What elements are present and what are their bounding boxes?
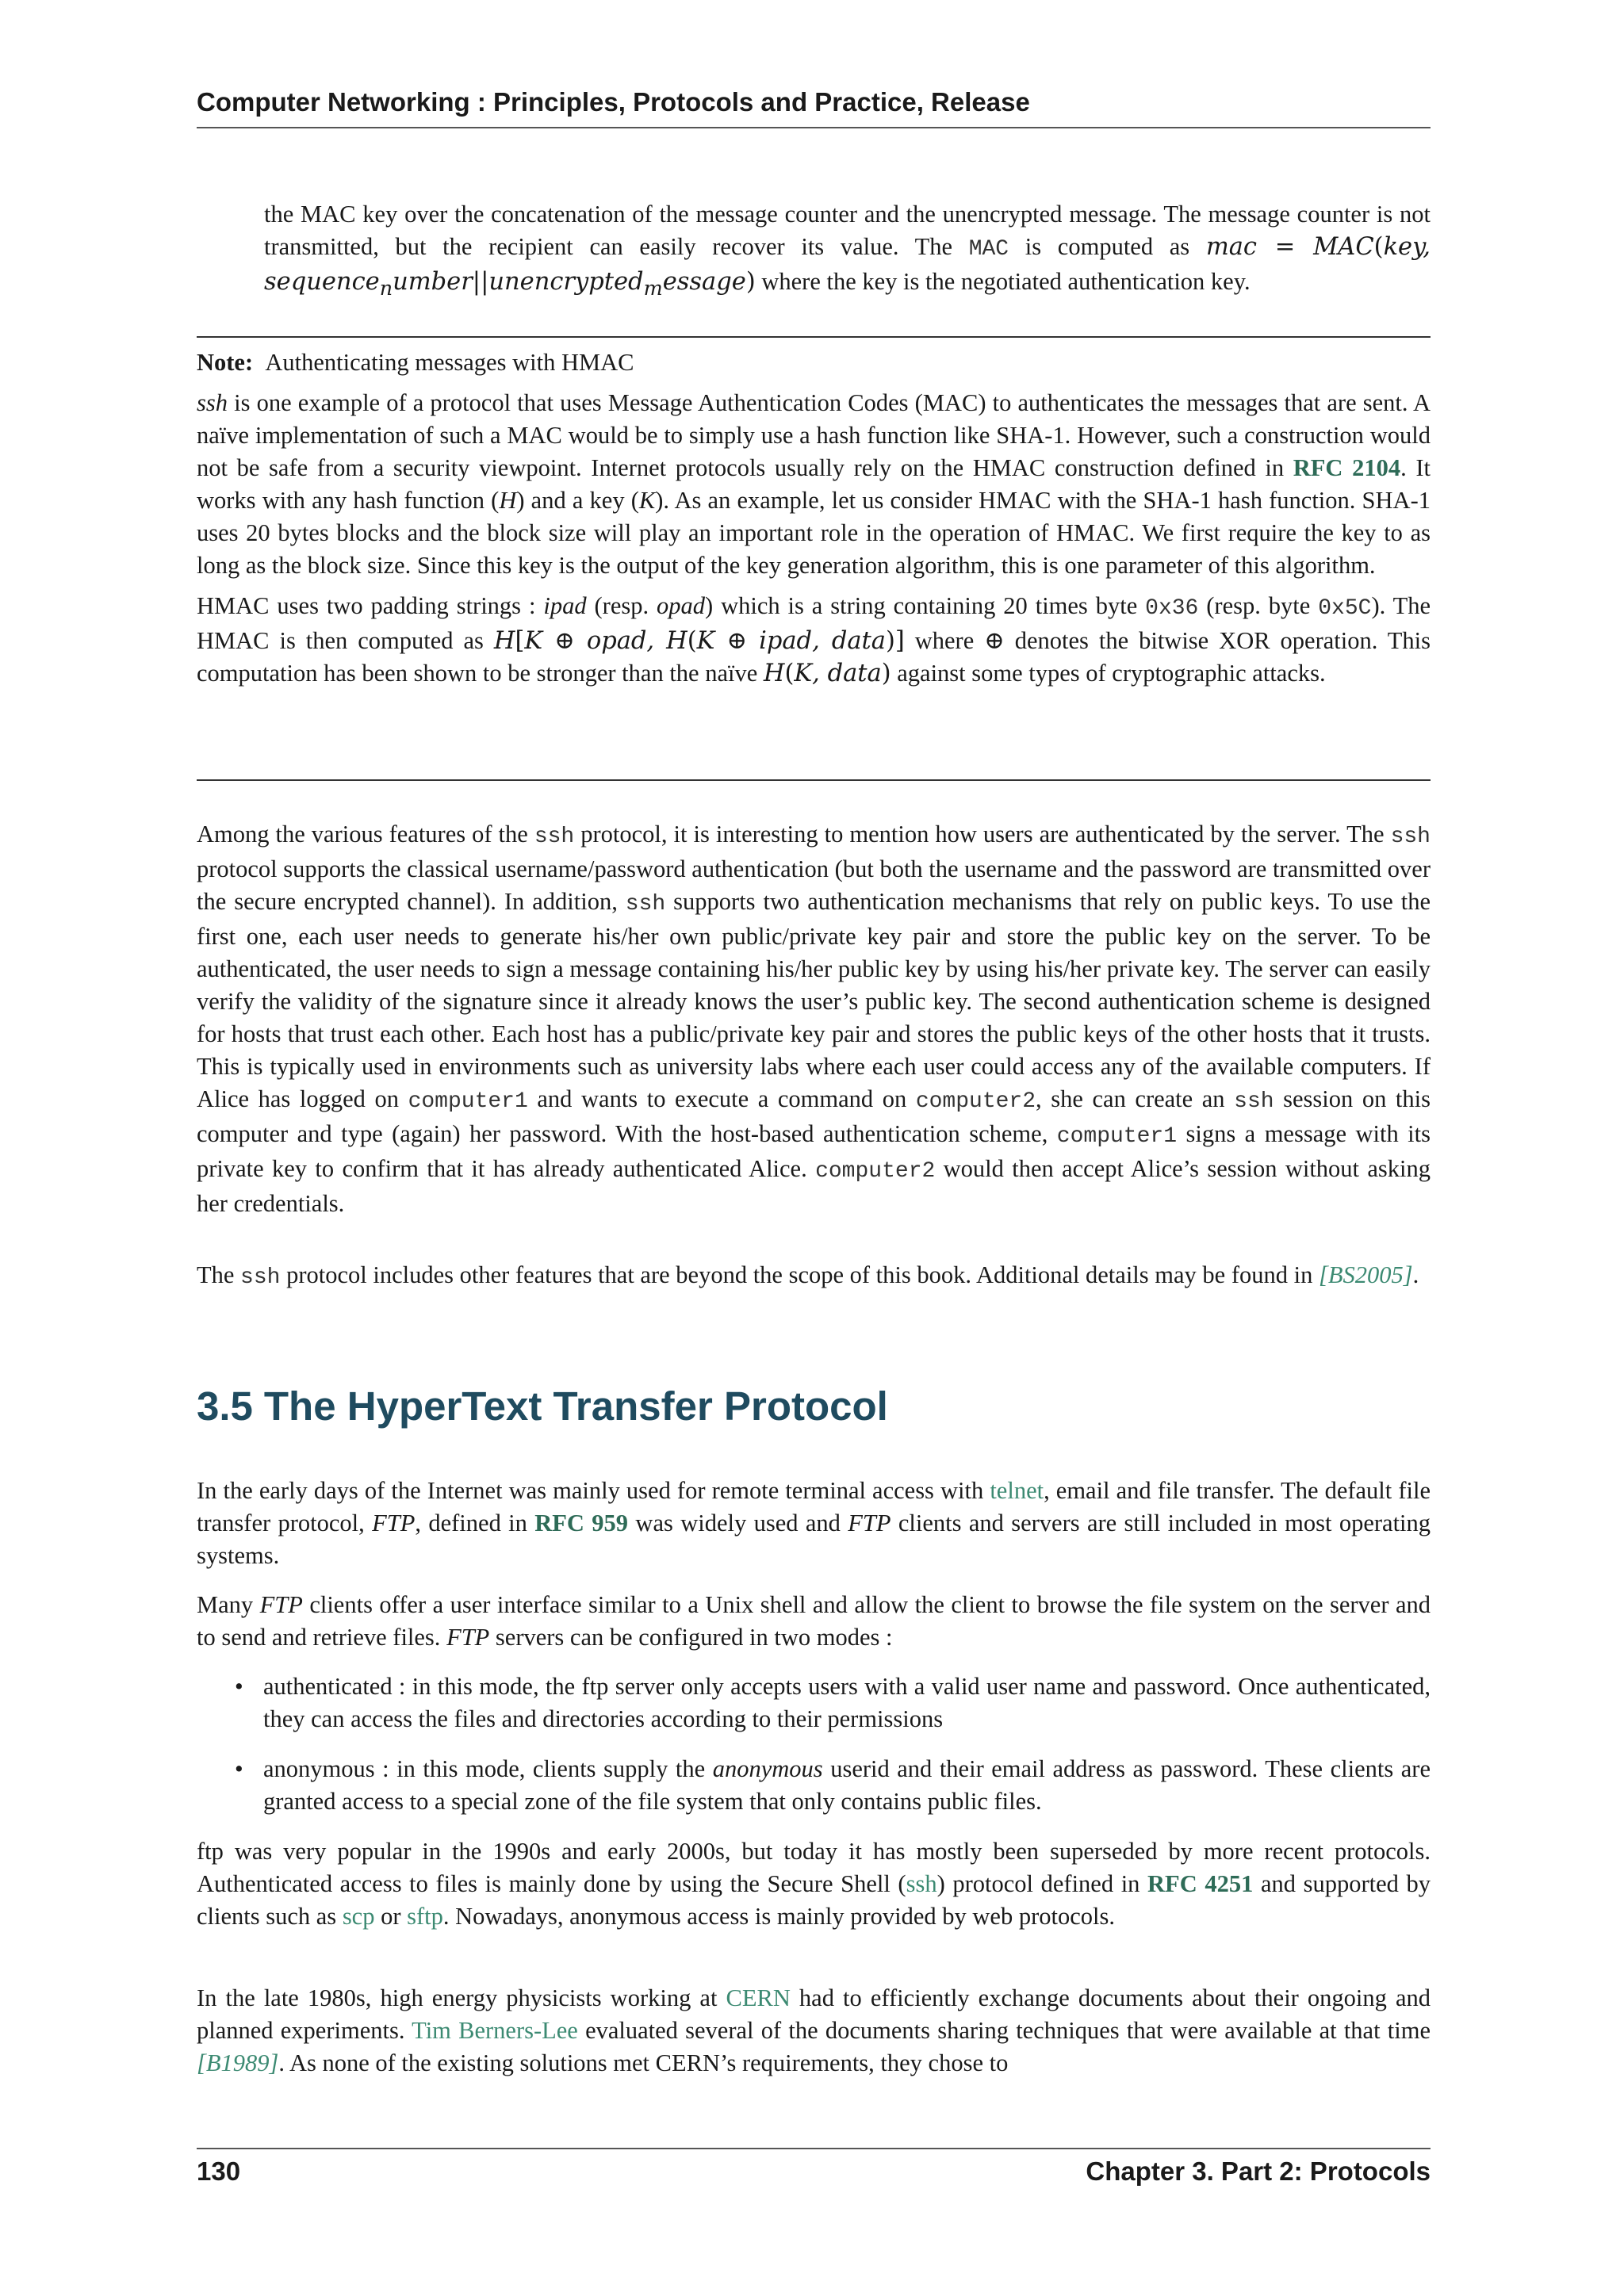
text: protocol, it is interesting to mention how users are authenticated by the server. The [574, 821, 1391, 848]
mac-formula: mac = MAC(key, sequence$_n$umber||unencrypted$_m$essage) [264, 233, 1431, 300]
list-item [197, 1670, 1431, 1735]
http-paragraph-2 [197, 1589, 1431, 1654]
cern-link[interactable]: CERN [726, 1984, 791, 2011]
text: computer2 [915, 1089, 1036, 1114]
text: 0x5C [1318, 596, 1372, 621]
text: Among the various features of the [197, 821, 534, 848]
text: In the early days of the Internet was mainly used for remote terminal access with [197, 1477, 990, 1504]
scp-link[interactable]: scp [342, 1903, 375, 1930]
code-mac: MAC [968, 237, 1009, 262]
mac-paragraph [264, 198, 1431, 304]
text: , she can create an [1036, 1085, 1235, 1112]
naive-hash-formula: H(K, data) [763, 660, 891, 687]
text: , email and file transfer. The default file transfer protocol, [197, 1477, 1431, 1536]
rfc-4251-link[interactable]: RFC 4251 [1147, 1870, 1254, 1897]
note-label: Note: [197, 349, 254, 376]
footer-rule [197, 2148, 1431, 2149]
text: ssh [1390, 825, 1431, 849]
sftp-link[interactable]: sftp [407, 1903, 443, 1930]
text: computer2 [815, 1159, 936, 1184]
running-footer [197, 2156, 1431, 2187]
text: ssh [197, 389, 228, 416]
text: The [197, 1261, 241, 1288]
text: and supported by clients such as [197, 1870, 1431, 1930]
auth-paragraph [197, 818, 1431, 1220]
hmac-formula: H[K ⊕ opad, H(K ⊕ ipad, data)] [493, 627, 905, 655]
text: is computed as [1009, 233, 1206, 260]
text: signs a message with its private key to confirm that it has already authenticated Alice. [197, 1120, 1431, 1182]
cite-b1989-link[interactable]: [B1989] [197, 2049, 279, 2076]
text: FTP [848, 1510, 891, 1536]
text: FTP [372, 1510, 416, 1536]
section-title: The HyperText Transfer Protocol [263, 1383, 888, 1429]
ssh-link[interactable]: ssh [906, 1870, 937, 1897]
text: protocol supports the classical username/password authentication (but both the username and the password are transmitted over the secure encrypted channel). In addition, [197, 855, 1431, 915]
text: userid and their email address as password. These clients are granted access to a special zone of the file system that only contains public files. [263, 1755, 1431, 1815]
text: ) and a key ( [516, 487, 639, 514]
text: FTP [259, 1591, 303, 1618]
text: servers can be configured in two modes : [489, 1624, 893, 1651]
http-paragraph-4 [197, 1982, 1431, 2080]
text: was widely used and [628, 1510, 848, 1536]
text: clients offer a user interface similar to a Unix shell and allow the client to browse the file system on the server and to send and retrieve files. [197, 1591, 1431, 1651]
text: supports two authentication mechanisms that rely on public keys. To use the first one, each user needs to generate his/her own public/private key pair and store the public key on the server. To be authenticated, the user needs to sign a message containing his/her public key by using his/her private key. The server can easily verify the validity of the signature since it already knows the user’s public key. The second authentication scheme is designed for hosts that trust each other. Each host has a public/private key pair and stores the public keys of the other hosts that it trusts. This is typically used in environments such as university labs where each user could access any of the available computers. If Alice has logged on [197, 888, 1431, 1112]
text: authenticated : in this mode, the ftp server only accepts users with a valid user name and password. Once authenticated, they can access the files and directories according to their permissions [263, 1673, 1431, 1732]
text: (resp. [586, 592, 657, 619]
text: computer1 [1056, 1124, 1178, 1149]
text: Many [197, 1591, 260, 1618]
text: , defined in [415, 1510, 535, 1536]
text: ipad [543, 592, 587, 619]
note-top-rule [197, 336, 1431, 338]
note-title: Authenticating messages with HMAC [265, 349, 634, 376]
text: ssh [534, 825, 575, 849]
rfc-959-link[interactable]: RFC 959 [534, 1510, 629, 1536]
tim-berners-lee-link[interactable]: Tim Berners-Lee [412, 2017, 578, 2044]
text: HMAC uses two padding strings : [197, 592, 544, 619]
text: is one example of a protocol that uses Message Authentication Codes (MAC) to authenticates the messages that are sent. A naïve implementation of such a MAC would be to simply use a hash function like SHA-1. However, such a construction would not be safe from a security viewpoint. Internet protocols usually rely on the HMAC construction defined in [197, 389, 1431, 481]
text: where the key is the negotiated authentication key. [755, 268, 1251, 295]
ftp-mode-list [197, 1670, 1431, 1818]
text: session on this computer and type (again) her password. With the host-based authentication scheme, [197, 1085, 1431, 1147]
text: . Nowadays, anonymous access is mainly provided by web protocols. [442, 1903, 1115, 1930]
text: (resp. byte [1198, 592, 1319, 619]
text: evaluated several of the documents sharing techniques that were available at that time [577, 2017, 1431, 2044]
note-bottom-rule [197, 779, 1431, 781]
text: ) protocol defined in [936, 1870, 1148, 1897]
scope-paragraph [197, 1259, 1431, 1294]
text: FTP [446, 1624, 490, 1651]
text: had to efficiently exchange documents about their ongoing and planned experiments. [197, 1984, 1431, 2044]
text: opad [657, 592, 706, 619]
header-rule [197, 127, 1431, 128]
running-header: Computer Networking : Principles, Protocols and Practice, Release [197, 87, 1030, 117]
text: 0x36 [1145, 596, 1199, 621]
http-paragraph-1 [197, 1475, 1431, 1572]
text: K [638, 487, 656, 514]
text: In the late 1980s, high energy physicists working at [197, 1984, 726, 2011]
text: clients and servers are still included in most operating systems. [197, 1510, 1431, 1569]
text: ssh [625, 892, 666, 916]
rfc-2104-link[interactable]: RFC 2104 [1293, 454, 1401, 481]
text: ssh [240, 1265, 281, 1290]
note-paragraph-2 [197, 590, 1431, 690]
text: or [374, 1903, 408, 1930]
text: protocol includes other features that are beyond the scope of this book. Additional details may be found in [280, 1261, 1319, 1288]
telnet-link[interactable]: telnet [990, 1477, 1044, 1504]
page-number: 130 [197, 2156, 241, 2186]
cite-bs2005-link[interactable]: [BS2005] [1318, 1261, 1413, 1288]
http-paragraph-3 [197, 1835, 1431, 1933]
text: and wants to execute a command on [527, 1085, 916, 1112]
text: ) which is a string containing 20 times byte [705, 592, 1146, 619]
list-item [197, 1753, 1431, 1818]
text: computer1 [408, 1089, 528, 1114]
text: . [1412, 1261, 1419, 1288]
text: ssh [1234, 1089, 1274, 1114]
section-number: 3.5 [197, 1383, 253, 1429]
bullet-dot: • [235, 1673, 243, 1700]
chapter-label: Chapter 3. Part 2: Protocols [1086, 2156, 1431, 2186]
note-paragraph-1 [197, 387, 1431, 582]
text: anonymous : in this mode, clients supply the [263, 1755, 713, 1782]
text: . It works with any hash function ( [197, 454, 1431, 514]
text: . As none of the existing solutions met CERN’s requirements, they chose to [278, 2049, 1009, 2076]
section-heading [197, 1383, 888, 1429]
note-heading [197, 346, 1431, 379]
text: would then accept Alice’s session without asking her credentials. [197, 1155, 1431, 1217]
text: ). The HMAC is then computed as [197, 592, 1431, 654]
text: H [499, 487, 517, 514]
text: anonymous [712, 1755, 823, 1782]
note-box [197, 346, 1431, 690]
bullet-dot: • [235, 1755, 243, 1782]
text: ). As an example, let us consider HMAC with the SHA-1 hash function. SHA-1 uses 20 bytes blocks and the block size will play an important role in the operation of HMAC. We first require the key to as long as the block size. Since this key is the output of the key generation algorithm, this is one parameter of this algorithm. [197, 487, 1431, 579]
text: ftp was very popular in the 1990s and early 2000s, but today it has mostly been superseded by more recent protocols. Authenticated access to files is mainly done by using the Secure Shell ( [197, 1838, 1431, 1897]
text: against some types of cryptographic attacks. [891, 660, 1326, 687]
text: the MAC key over the concatenation of the message counter and the unencrypted message. The message counter is not transmitted, but the recipient can easily recover its value. The [264, 201, 1431, 260]
text: where ⊕ denotes the bitwise XOR operation. This computation has been shown to be stronger than the naïve [197, 627, 1431, 687]
